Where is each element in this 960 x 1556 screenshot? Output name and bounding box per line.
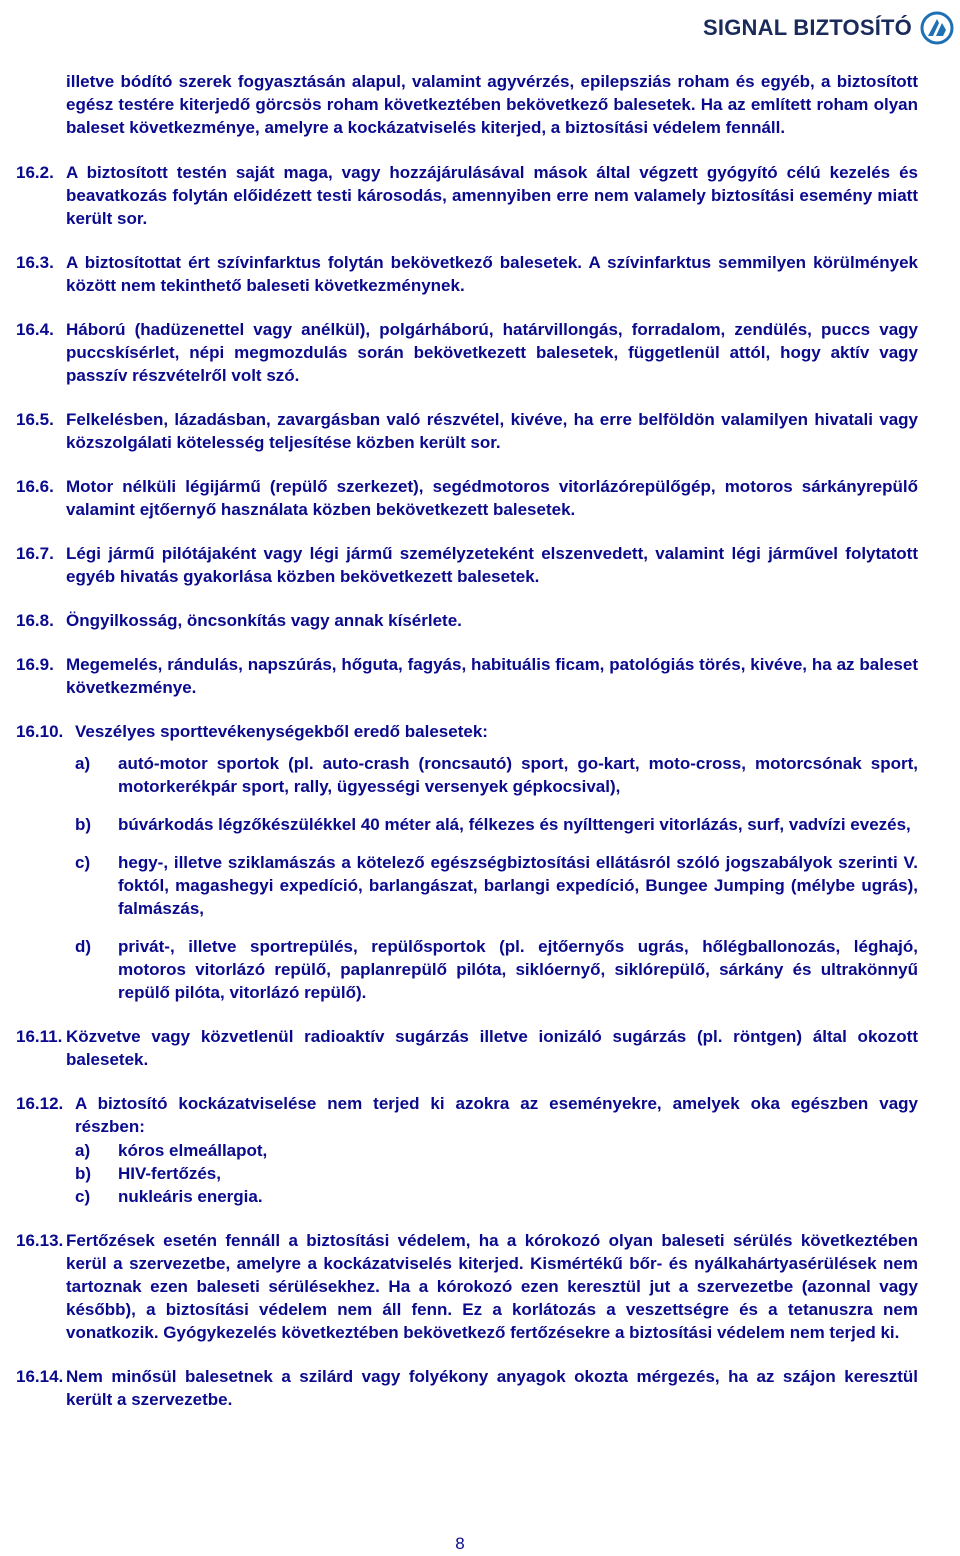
clause-number: 16.11. (16, 1027, 63, 1046)
list-item-label: a) (75, 1141, 91, 1160)
list-item-label: c) (75, 1187, 91, 1206)
clause-number: 16.4. (16, 320, 54, 339)
clause-text: Öngyilkosság, öncsonkítás vagy annak kísérlete. (66, 611, 462, 630)
clause-text: Közvetve vagy közvetlenül radioaktív sugárzás illetve ionizáló sugárzás (pl. röntgen) által okozott balesetek. (66, 1027, 918, 1069)
clause-16-14 (16, 1365, 918, 1411)
list-item (75, 752, 918, 807)
clause-text: Veszélyes sporttevékenységekből eredő balesetek: (75, 722, 488, 741)
list-item-label: d) (75, 937, 92, 956)
list-item-text: HIV-fertőzés, (118, 1164, 221, 1183)
clause-number: 16.2. (16, 163, 54, 182)
clause-text: Megemelés, rándulás, napszúrás, hőguta, fagyás, habituális ficam, patológiás törés, kivéve, ha az baleset következménye. (66, 655, 918, 697)
clause-number: 16.10. (16, 722, 64, 741)
clause-text: Nem minősül balesetnek a szilárd vagy folyékony anyagok okozta mérgezés, ha az szájon keresztül került a szervezetbe. (66, 1367, 918, 1409)
list-item-text: privát-, illetve sportrepülés, repülősportok (pl. ejtőernyős ugrás, hőlégballonozás, léghajó, motoros vitorlázó repülő, paplanrepülő pilóta, siklóernyő, siklórepülő, sárkány és ultrakönnyű repülő pilóta, vitorlázó repülő). (118, 937, 918, 1002)
list-item-label: a) (75, 754, 91, 773)
list-item (75, 1139, 918, 1162)
clause-number: 16.3. (16, 253, 54, 272)
clause-16-11 (16, 1025, 918, 1071)
clause-number: 16.14. (16, 1367, 64, 1386)
clause-16-6 (16, 475, 918, 521)
clause-16-7 (16, 542, 918, 588)
clause-text: Felkelésben, lázadásban, zavargásban való részvétel, kivéve, ha erre belföldön valamilyen hivatali vagy közszolgálati kötelesség teljesítése közben került sor. (66, 410, 918, 452)
clause-text: Légi jármű pilótájaként vagy légi jármű személyzeteként elszenvedett, valamint légi járművel folytatott egyéb hivatás gyakorlása közben bekövetkezett balesetek. (66, 544, 918, 586)
brand-name: SIGNAL BIZTOSÍTÓ (703, 15, 912, 40)
clause-16-8 (16, 609, 918, 632)
clause-number: 16.12. (16, 1094, 64, 1113)
clause-16-10 (16, 720, 918, 1013)
document-body (16, 70, 918, 1432)
list-item-label: b) (75, 815, 92, 834)
clause-number: 16.5. (16, 410, 54, 429)
clause-text: Motor nélküli légijármű (repülő szerkezet), segédmotoros vitorlázórepülőgép, motoros sárkányrepülő valamint ejtőernyő használata közben bekövetkezett balesetek. (66, 477, 918, 519)
clause-16-4 (16, 318, 918, 387)
clause-text: Háború (hadüzenettel vagy anélkül), polgárháború, határvillongás, forradalom, zendülés, puccs vagy puccskísérlet, népi megmozdulás során bekövetkezett balesetek, függetlenül attól, hogy aktív vagy passzív részvételről volt szó. (66, 320, 918, 385)
clause-text: A biztosított testén saját maga, vagy hozzájárulásával mások által végzett gyógyító célú kezelés és beavatkozás folytán előidézett testi károsodás, amennyiben erre nem valamely biztosítási esemény miatt került sor. (66, 163, 918, 228)
clause-number: 16.6. (16, 477, 54, 496)
clause-16-12 (16, 1092, 918, 1208)
list-item (75, 1162, 918, 1185)
clause-number: 16.7. (16, 544, 54, 563)
clause-16-2 (16, 161, 918, 230)
list-item (75, 813, 918, 845)
clause-16-9 (16, 653, 918, 699)
list-item-text: kóros elmeállapot, (118, 1141, 268, 1160)
clause-16-5 (16, 408, 918, 454)
list-item-text: hegy-, illetve sziklamászás a kötelező egészségbiztosítási ellátásról szóló jogszabályok szerinti V. foktól, magashegyi expedíció, barlangászat, barlangi expedíció, Bungee Jumping (mélybe ugrás), falmászás, (118, 853, 918, 918)
clause-text: A biztosító kockázatviselése nem terjed ki azokra az eseményekre, amelyek oka egészben vagy részben: (75, 1094, 918, 1136)
list-item (75, 1185, 918, 1208)
list-item-text: autó-motor sportok (pl. auto-crash (roncsautó) sport, go-kart, moto-cross, motorcsónak sport, motorkerékpár sport, rally, ügyességi versenyek gépkocsival), (118, 754, 918, 796)
list-item (75, 851, 918, 929)
signal-logo-icon (920, 11, 954, 45)
list-item-label: c) (75, 853, 91, 872)
clause-text: Fertőzések esetén fennáll a biztosítási védelem, ha a kórokozó olyan baleseti sérülés következtében kerül a szervezetbe, amelyre a kockázatviselés kiterjed. Kismértékű bőr- és nyálkahártyasérülések nem tartoznak ezen baleseti sérülésekhez. Ha a kórokozó ezen keresztül jut a szervezetbe (azonnal vagy később), a biztosítási védelem nem áll fenn. Ez a korlátozás a veszettségre és a tetanuszra nem vonatkozik. Gyógykezelés következtében bekövetkező fertőzésekre a biztosítási védelem nem terjed ki. (66, 1231, 918, 1342)
clause-number: 16.8. (16, 611, 54, 630)
list-item-label: b) (75, 1164, 92, 1183)
page-number: 8 (455, 1534, 465, 1553)
header-logo (703, 10, 954, 46)
list-item (75, 935, 918, 1013)
clause-16-13 (16, 1229, 918, 1344)
clause-number: 16.13. (16, 1231, 64, 1250)
clause-number: 16.9. (16, 655, 54, 674)
clause-text: A biztosítottat ért szívinfarktus folytán bekövetkező balesetek. A szívinfarktus semmilyen körülmények között nem tekinthető baleseti következménynek. (66, 253, 918, 295)
list-item-text: búvárkodás légzőkészülékkel 40 méter alá, félkezes és nyílttengeri vitorlázás, surf, vadvízi evezés, (118, 815, 911, 834)
intro-paragraph: illetve bódító szerek fogyasztásán alapul, valamint agyvérzés, epilepsziás roham és egyéb, a biztosított egész testére kiterjedő görcsös roham következtében bekövetkező balesetek. Ha az említett roham olyan baleset következménye, amelyre a kockázatviselés kiterjed, a biztosítási védelem fennáll. (66, 72, 918, 137)
clause-16-3 (16, 251, 918, 297)
list-item-text: nukleáris energia. (118, 1187, 263, 1206)
